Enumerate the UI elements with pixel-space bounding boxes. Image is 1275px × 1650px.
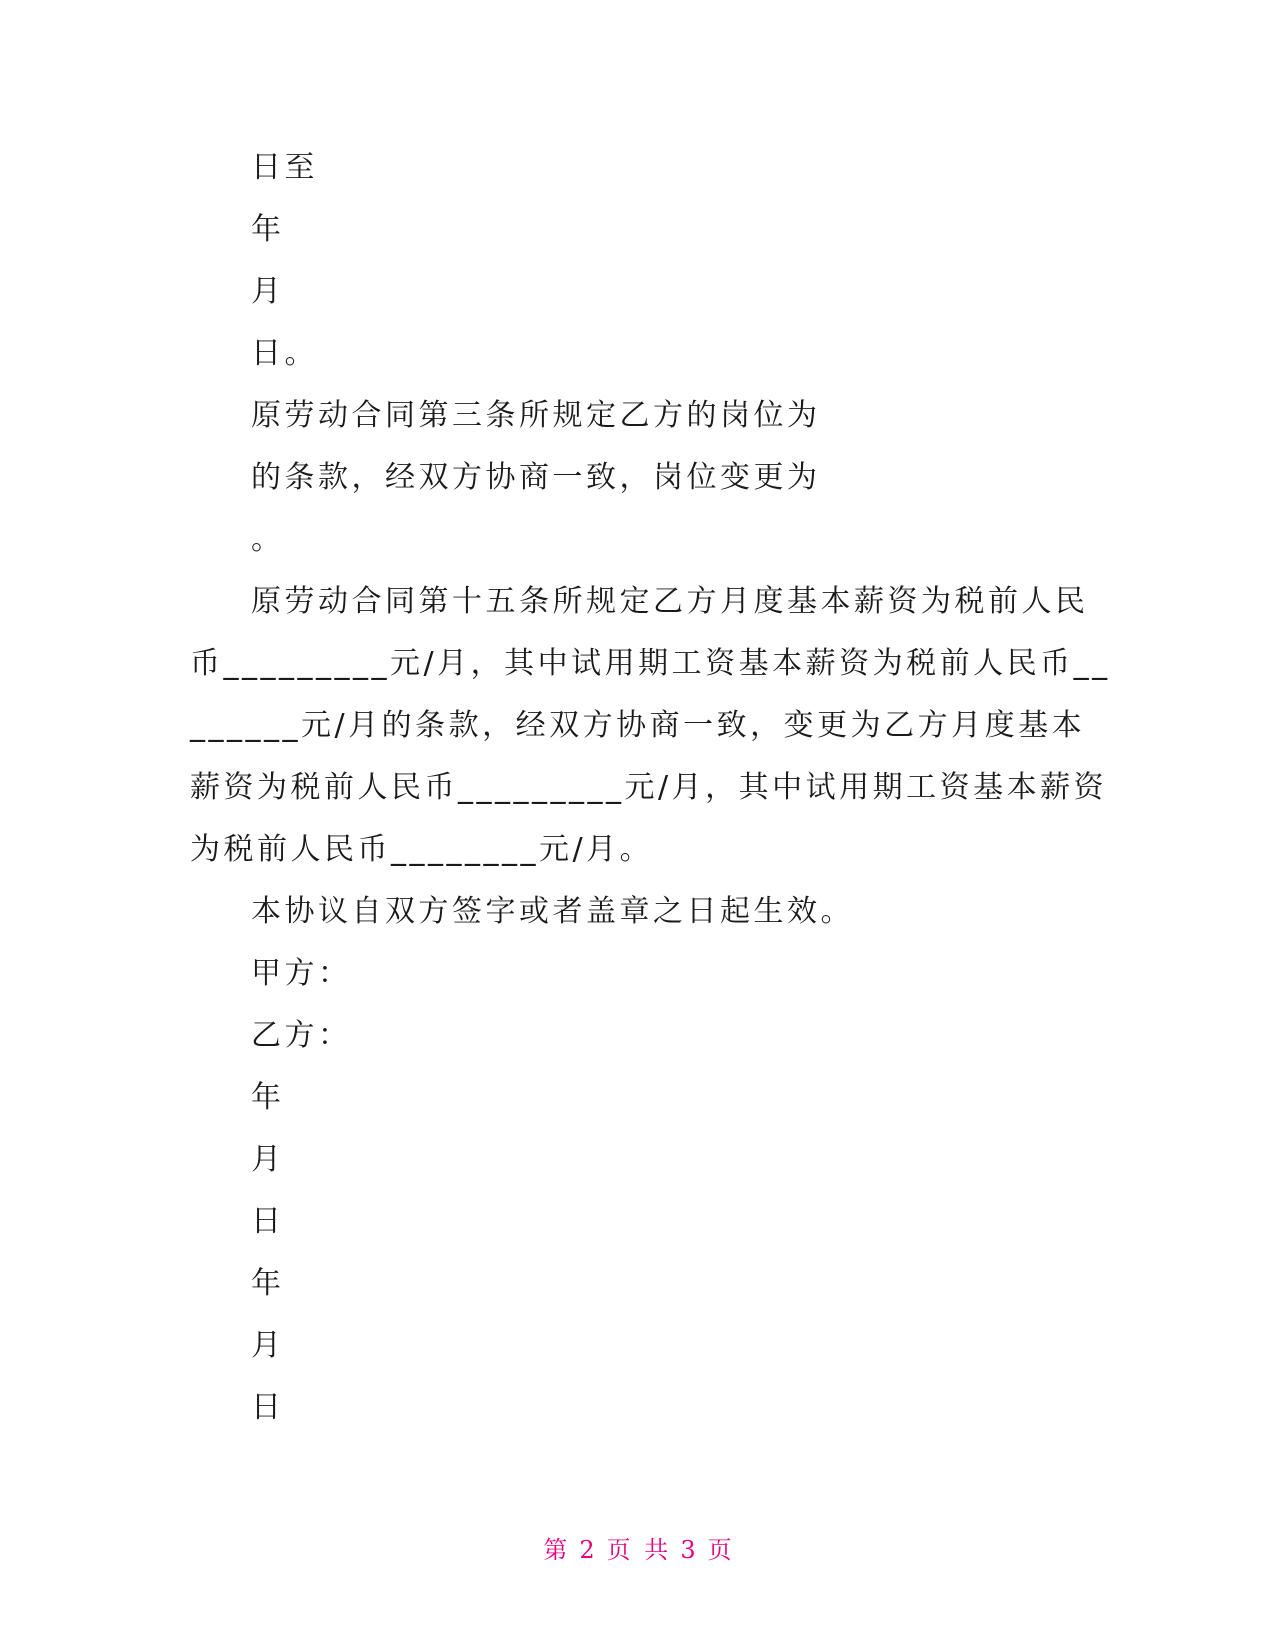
footer-suffix: 页 xyxy=(707,1536,732,1564)
party-b-label: 乙方： xyxy=(251,1018,352,1053)
text-line: 月 xyxy=(251,274,285,309)
footer-mid: 页 共 xyxy=(606,1536,669,1564)
text-line: 币_________元/月，其中试用期工资基本薪资为税前人民币__ xyxy=(190,646,1111,681)
text-line: 日。 xyxy=(251,336,318,371)
page-footer xyxy=(0,1534,1275,1566)
party-a-label: 甲方： xyxy=(251,956,352,991)
text-line: ______元/月的条款，经双方协商一致，变更为乙方月度基本 xyxy=(190,708,1086,743)
text-line: 日 xyxy=(251,1390,285,1425)
footer-prefix: 第 xyxy=(543,1536,568,1564)
text-line: 日 xyxy=(251,1204,285,1239)
text-line: 年 xyxy=(251,1266,285,1301)
text-line: 原劳动合同第三条所规定乙方的岗位为 xyxy=(251,398,821,433)
text-line: 日至 xyxy=(251,150,318,185)
text-line: 月 xyxy=(251,1142,285,1177)
total-pages-number: 3 xyxy=(680,1536,696,1564)
text-line: 。 xyxy=(251,522,285,557)
text-line: 本协议自双方签字或者盖章之日起生效。 xyxy=(251,894,854,929)
text-line: 薪资为税前人民币_________元/月，其中试用期工资基本薪资 xyxy=(190,770,1108,805)
text-line: 的条款，经双方协商一致，岗位变更为 xyxy=(251,460,821,495)
text-line: 原劳动合同第十五条所规定乙方月度基本薪资为税前人民 xyxy=(251,584,1089,619)
current-page-number: 2 xyxy=(579,1536,595,1564)
text-line: 月 xyxy=(251,1328,285,1363)
text-line: 为税前人民币________元/月。 xyxy=(190,832,654,867)
text-line: 年 xyxy=(251,1080,285,1115)
text-line: 年 xyxy=(251,212,285,247)
